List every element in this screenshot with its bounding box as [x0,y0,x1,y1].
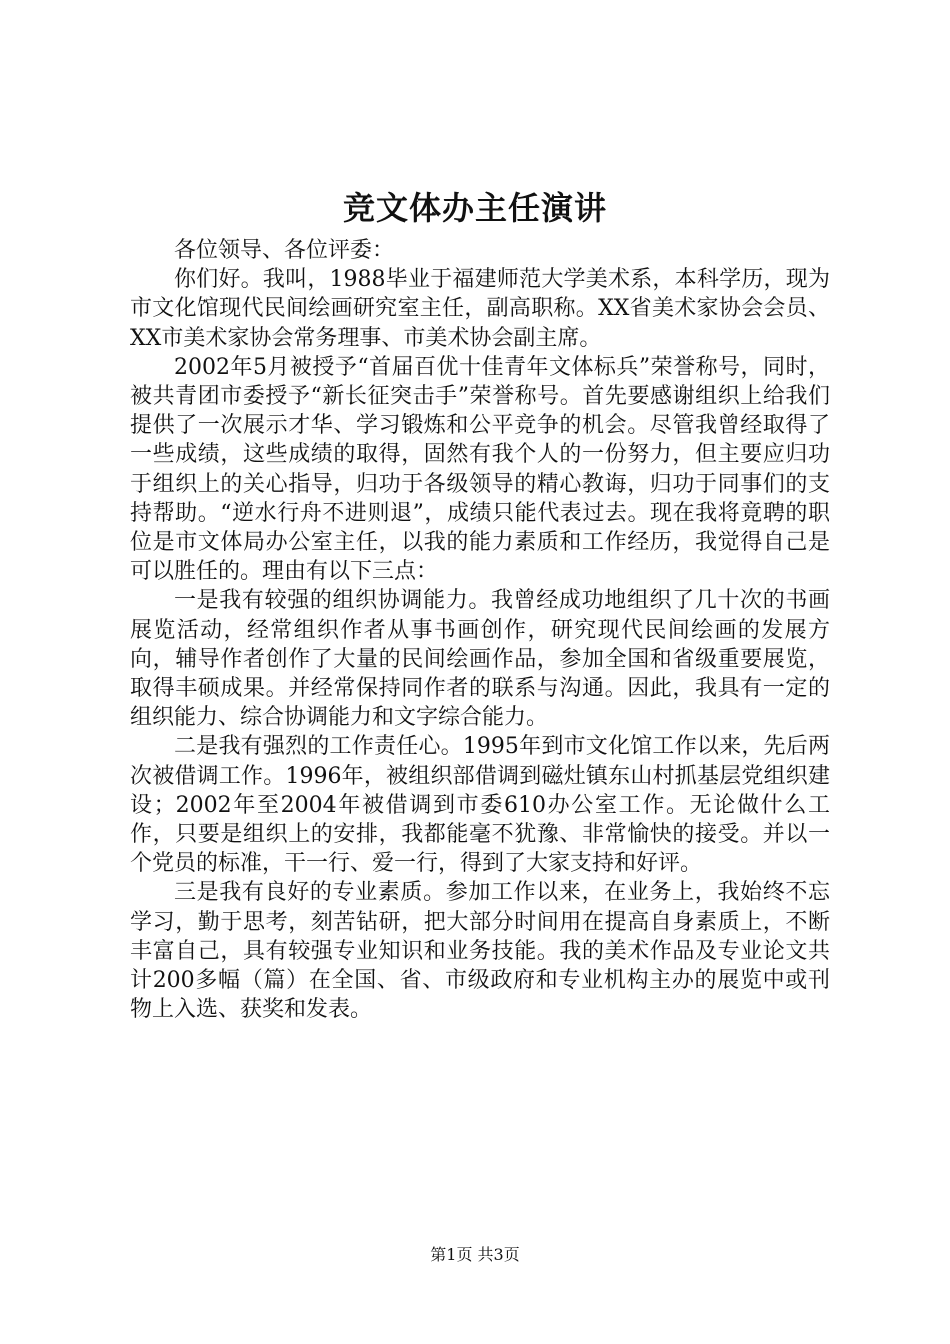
page-number-footer: 第1页 共3页 [430,1245,520,1264]
reason-one-paragraph: 一是我有较强的组织协调能力。我曾经成功地组织了几十次的书画展览活动，经常组织作者从事书画创作，研究现代民间绘画的发展方向，辅导作者创作了大量的民间绘画作品，参加全国和省级重要展览，取得丰硕成果。并经常保持同作者的联系与沟通。因此，我具有一定的组织能力、综合协调能力和文字综合能力。 [130,588,830,731]
introduction-paragraph: 你们好。我叫，1988毕业于福建师范大学美术系，本科学历，现为市文化馆现代民间绘画研究室主任，副高职称。XX省美术家协会会员、XX市美术家协会常务理事、市美术协会副主席。 [130,267,830,351]
reason-two-paragraph: 二是我有强烈的工作责任心。1995年到市文化馆工作以来，先后两次被借调工作。1996年，被组织部借调到磁灶镇东山村抓基层党组织建设；2002年至2004年被借调到市委610办公室工作。无论做什么工作，只要是组织上的安排，我都能毫不犹豫、非常愉快的接受。并以一个党员的标准，干一行、爱一行，得到了大家支持和好评。 [130,734,830,877]
reason-three-paragraph: 三是我有良好的专业素质。参加工作以来，在业务上，我始终不忘学习，勤于思考，刻苦钻研，把大部分时间用在提高自身素质上，不断丰富自己，具有较强专业知识和业务技能。我的美术作品及专业论文共计200多幅（篇）在全国、省、市级政府和专业机构主办的展览中或刊物上入选、获奖和发表。 [130,880,830,1023]
page-title: 竞文体办主任演讲 [342,189,607,227]
salutation-paragraph: 各位领导、各位评委： [174,238,395,263]
document-body [130,236,830,1024]
honors-paragraph: 2002年5月被授予“首届百优十佳青年文体标兵”荣誉称号，同时，被共青团市委授予“新长征突击手”荣誉称号。首先要感谢组织上给我们提供了一次展示才华、学习锻炼和公平竞争的机会。尽管我曾经取得了一些成绩，这些成绩的取得，固然有我个人的一份努力，但主要应归功于组织上的关心指导，归功于各级领导的精心教诲，归功于同事们的支持帮助。“逆水行舟不进则退”，成绩只能代表过去。现在我将竟聘的职位是市文体局办公室主任，以我的能力素质和工作经历，我觉得自己是可以胜任的。理由有以下三点： [130,354,830,585]
